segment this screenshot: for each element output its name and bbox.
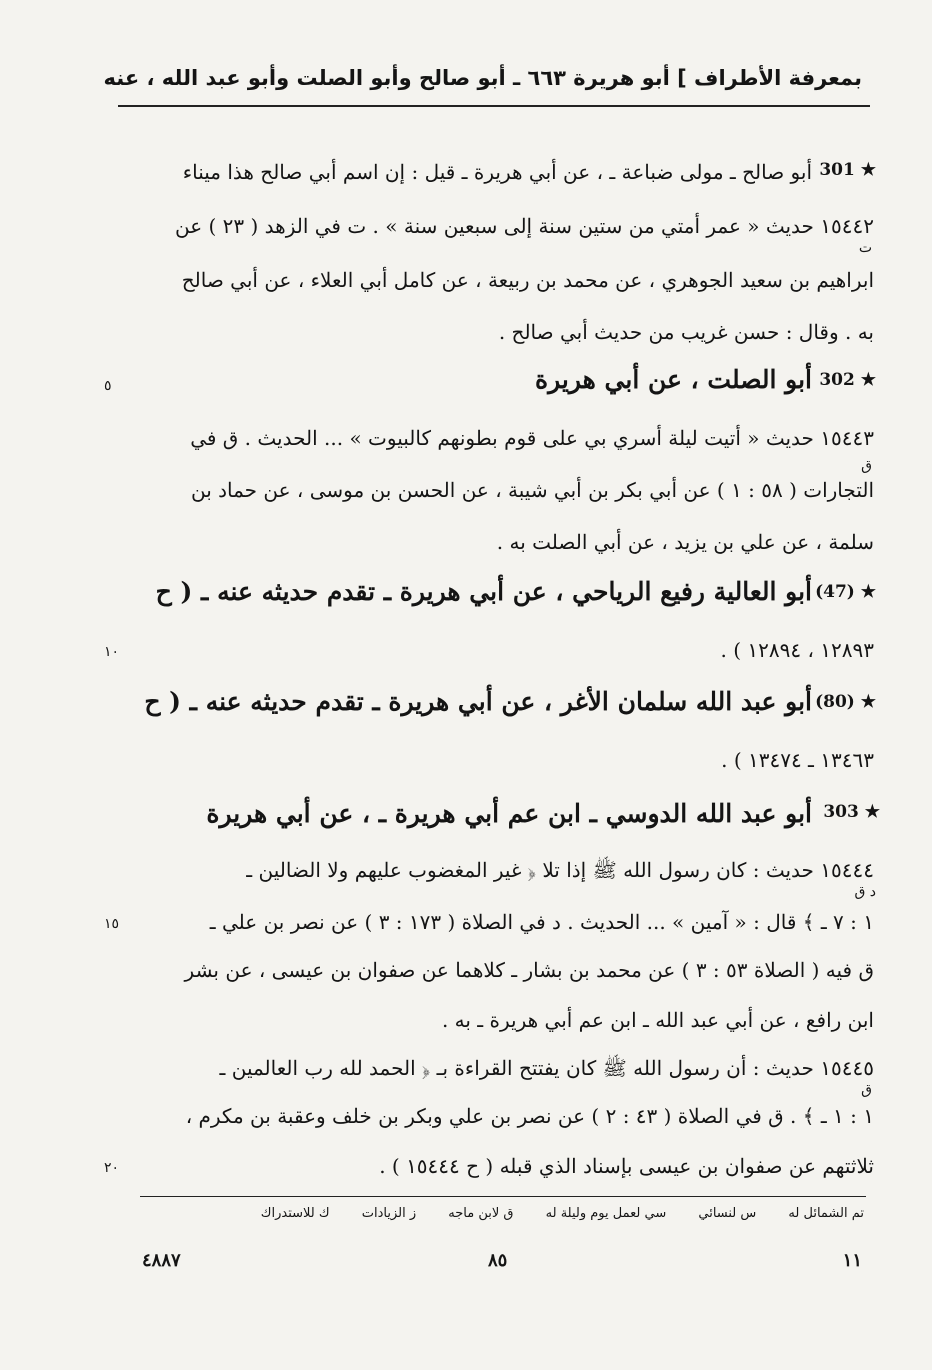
- line-number: ٥: [104, 378, 112, 394]
- key-item: ز الزيادات: [361, 1206, 417, 1221]
- entry-heading: أبو العالية رفيع الرياحي ، عن أبي هريرة ـ تقدم حديثه عنه ـ ( ح: [155, 577, 812, 606]
- source-mark: ت: [858, 240, 872, 256]
- entry-heading: أبو عبد الله سلمان الأغر ، عن أبي هريرة ـ تقدم حديثه عنه ـ ( ح: [144, 687, 812, 716]
- footer-left-number: ٤٨٨٧: [142, 1250, 181, 1271]
- text-line: ١٣٤٦٣ ـ ١٣٤٧٤ ) .: [721, 748, 874, 772]
- text-line: ثلاثتهم عن صفوان بن عيسى بإسناد الذي قبله ( ح ١٥٤٤٤ ) .: [379, 1154, 874, 1178]
- text-line: سلمة ، عن علي بن يزيد ، عن أبي الصلت به .: [496, 530, 874, 554]
- page-number: ٨٥: [488, 1250, 508, 1271]
- line-number: ١٠: [104, 644, 120, 660]
- running-header: [103, 66, 862, 100]
- key-item: ك للاستدراك: [260, 1206, 330, 1221]
- line-number: ١٥: [104, 916, 120, 932]
- footer-right-number: ١١: [842, 1250, 862, 1271]
- source-mark: د ق: [854, 884, 876, 900]
- footnote-rule: [140, 1196, 866, 1197]
- text-line: ق فيه ( الصلاة ٥٣ : ٣ ) عن محمد بن بشار ـ كلاهما عن صفوان بن عيسى ، عن بشر: [184, 958, 874, 982]
- entry-number: 303 ★: [823, 802, 880, 822]
- key-item: تم الشمائل له: [788, 1206, 864, 1221]
- entry-number: 302 ★: [819, 370, 876, 390]
- text-line: ابن رافع ، عن أبي عبد الله ـ ابن عم أبي هريرة ـ به .: [441, 1008, 874, 1032]
- text-line: ١ : ١ ـ ﴾ . ق في الصلاة ( ٤٣ : ٢ ) عن نصر بن علي وبكر بن خلف وعقبة بن مكرم ،: [185, 1104, 874, 1128]
- hadith-line: ١٥٤٤٣ حديث « أتيت ليلة أسري بي على قوم بطونهم كالبيوت » ... الحديث . ق في: [190, 426, 874, 450]
- header-text: بمعرفة الأطراف ] أبو هريرة ٦٦٣ ـ أبو صالح وأبو الصلت وأبو عبد الله ، عنه: [103, 66, 862, 90]
- line-number: ٢٠: [104, 1160, 120, 1176]
- text-line: التجارات ( ٥٨ : ١ ) عن أبي بكر بن أبي شيبة ، عن الحسن بن موسى ، عن حماد بن: [190, 478, 874, 502]
- key-item: ق لابن ماجه: [448, 1206, 514, 1221]
- text-line: ١٢٨٩٣ ، ١٢٨٩٤ ) .: [720, 638, 874, 662]
- entry-heading: أبو الصلت ، عن أبي هريرة: [535, 365, 812, 394]
- entry-number: (47) ★: [815, 582, 876, 602]
- text-line: ابراهيم بن سعيد الجوهري ، عن محمد بن ربيعة ، عن كامل أبي العلاء ، عن أبي صالح: [181, 268, 874, 292]
- key-item: سي لعمل يوم وليلة له: [545, 1206, 667, 1221]
- hadith-line: ١٥٤٤٢ حديث « عمر أمتي من ستين سنة إلى سبعين سنة » . ت في الزهد ( ٢٣ ) عن: [174, 214, 874, 238]
- source-mark: ق: [861, 458, 872, 474]
- text-line: ١ : ٧ ـ ﴾ قال : « آمين » ... الحديث . د في الصلاة ( ١٧٣ : ٣ ) عن نصر بن علي ـ: [209, 910, 874, 934]
- abbreviation-key: [144, 1206, 864, 1221]
- entry-number: (80) ★: [815, 692, 876, 712]
- entry-heading: أبو عبد الله الدوسي ـ ابن عم أبي هريرة ـ ، عن أبي هريرة: [206, 799, 812, 828]
- hadith-line: ١٥٤٤٥ حديث : أن رسول الله ﷺ كان يفتتح القراءة بـ ﴿ الحمد لله رب العالمين ـ: [219, 1056, 874, 1080]
- text-line: به . وقال : حسن غريب من حديث أبي صالح .: [498, 320, 874, 344]
- entry-heading: أبو صالح ـ مولى ضباعة ـ ، عن أبي هريرة ـ قيل : إن اسم أبي صالح هذا ميناء: [182, 160, 812, 184]
- key-item: س لنسائي: [698, 1206, 757, 1221]
- source-mark: ق: [861, 1082, 872, 1098]
- hadith-line: ١٥٤٤٤ حديث : كان رسول الله ﷺ إذا تلا ﴿ غير المغضوب عليهم ولا الضالين ـ: [246, 858, 874, 882]
- entry-number: 301 ★: [819, 160, 876, 180]
- header-rule: [118, 105, 870, 107]
